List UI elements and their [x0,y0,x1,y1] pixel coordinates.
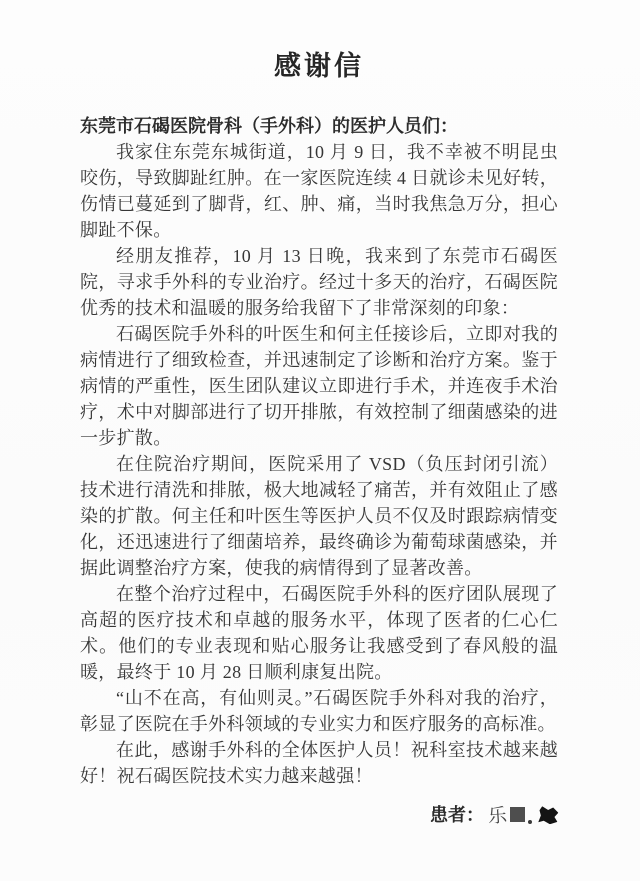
letter-title: 感谢信 [274,51,364,81]
redaction-block-icon [510,807,525,822]
signature-name-fragment: 乐 [487,805,508,828]
signature-label: 患者： [429,805,484,825]
redaction-scribble-icon [538,806,559,825]
signature-name [488,803,558,831]
paragraph-thanks: 在此，感谢手外科的全体医护人员！祝科室技术越来越好！祝石碣医院技术实力越来越强！ [80,740,558,786]
letter-document [80,44,558,831]
signature-dot-mark [528,820,532,824]
paragraph-diagnosis-surgery: 石碣医院手外科的叶医生和何主任接诊后，立即对我的病情进行了细致检查，并迅速制定了诊断和治疗方案。鉴于病情的严重性，医生团队建议立即进行手术，并连夜手术治疗，术中对脚部进行了切开排脓，有效控制了细菌感染的进一步扩散。 [80,324,558,448]
paragraph-referral: 经朋友推荐，10 月 13 日晚，我来到了东莞市石碣医院，寻求手外科的专业治疗。经过十多天的治疗，石碣医院优秀的技术和温暖的服务给我留下了非常深刻的印象： [80,246,558,318]
paragraph-incident: 我家住东莞东城街道，10 月 9 日，我不幸被不明昆虫咬伤，导致脚趾红肿。在一家医院连续 4 日就诊未见好转，伤情已蔓延到了脚背，红、肿、痛，当时我焦急万分，担心脚趾不保。 [80,142,558,240]
paragraph-recovery: 在整个治疗过程中，石碣医院手外科的医疗团队展现了高超的医疗技术和卓越的服务水平，体现了医者的仁心仁术。他们的专业表现和贴心服务让我感受到了春风般的温暖，最终于 10 月 28 日顺利康复出院。 [80,584,558,682]
paragraph-vsd-treatment: 在住院治疗期间，医院采用了 VSD（负压封闭引流）技术进行清洗和排脓，极大地减轻了痛苦，并有效阻止了感染的扩散。何主任和叶医生等医护人员不仅及时跟踪病情变化，还迅速进行了细菌培养，最终确诊为葡萄球菌感染，并据此调整治疗方案，使我的病情得到了显著改善。 [80,454,558,578]
paragraph-praise: “山不在高，有仙则灵。”石碣医院手外科对我的治疗，彰显了医院在手外科领域的专业实力和医疗服务的高标准。 [80,688,558,734]
signature-line [80,801,558,831]
salutation: 东莞市石碣医院骨科（手外科）的医护人员们： [80,116,458,136]
